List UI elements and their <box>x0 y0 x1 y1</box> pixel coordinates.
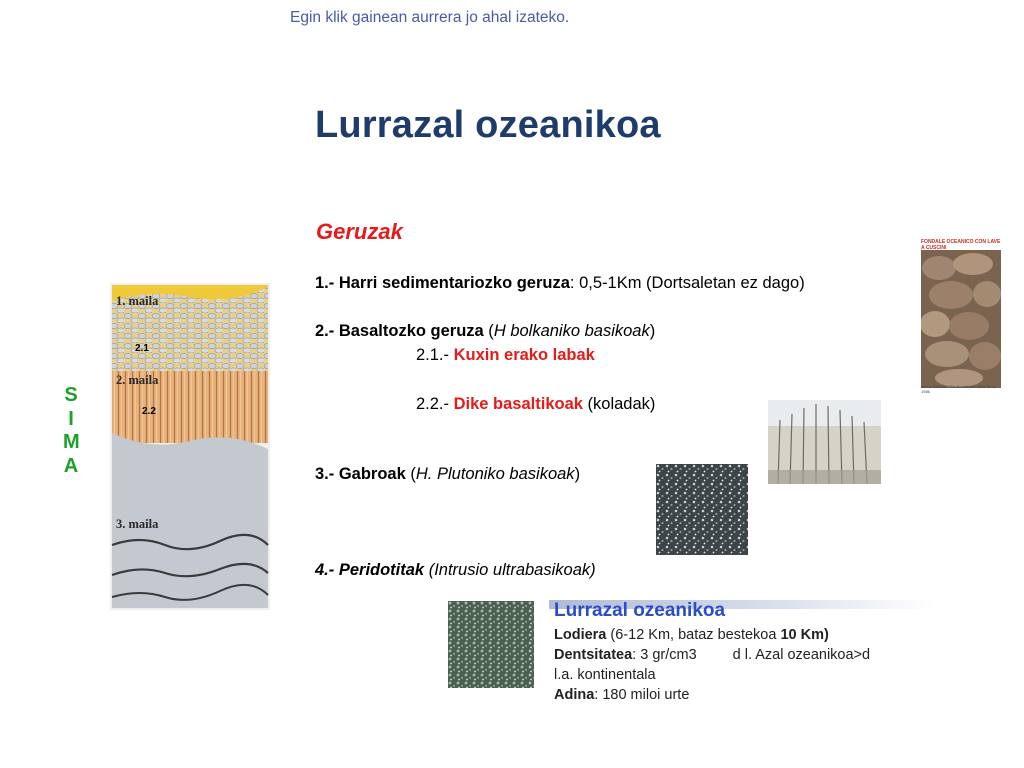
info-density <box>554 647 870 663</box>
info-thickness-average: 10 Km) <box>780 627 829 643</box>
layer-2-2-prefix: 2.2.- <box>416 395 454 413</box>
layer-1-title: 1.- Harri sedimentariozko geruza <box>315 274 570 292</box>
layer-4-desc: (Intrusio ultrabasikoak) <box>424 561 596 579</box>
layer-2-1-pillow <box>416 346 595 365</box>
layer-1-sedimentary <box>315 274 805 293</box>
layer-2-close-paren: ) <box>649 322 656 340</box>
info-thickness-label: Lodiera <box>554 627 607 643</box>
layer-2-1-prefix: 2.1.- <box>416 346 454 364</box>
layer-2-2-title: Dike basaltikoak <box>453 395 583 413</box>
layer-2-desc: H bolkaniko basikoak <box>493 322 650 340</box>
layer-1-desc: : 0,5-1Km (Dortsaletan ez dago) <box>569 274 805 292</box>
strata-label-1: 1. maila <box>116 294 159 308</box>
pillow-photo-caption: FONDALE OCEANICO CON LAVE A CUSCINI <box>921 239 1001 251</box>
layer-2-2-dikes <box>416 395 655 414</box>
layer-2-2-desc: (koladak) <box>582 395 656 413</box>
click-hint[interactable]: Egin klik gainean aurrera jo ahal izateko. <box>290 9 570 26</box>
slide-title: Lurrazal ozeanikoa <box>315 104 661 146</box>
info-thickness-value: (6-12 Km, bataz bestekoa <box>606 627 781 643</box>
layer-4-title: 4.- Peridotitak <box>315 561 425 579</box>
info-age <box>554 687 689 703</box>
sima-letter: A <box>63 454 79 477</box>
pillow-lava-photo <box>921 240 1001 394</box>
layer-2-1-title: Kuxin erako labak <box>453 346 595 364</box>
layer-3-gabbro <box>315 465 580 484</box>
pillow-photo-footer: da La Scienza - Ca dinosferica della Terra, 1986 <box>921 384 997 394</box>
layer-2-title: 2.- Basaltozko geruza <box>315 322 484 340</box>
info-density-comparison-cont: l.a. kontinentala <box>554 667 656 683</box>
layer-2-basalt <box>315 322 655 341</box>
layer-3-close-paren: ) <box>574 465 581 483</box>
strata-number-2-1: 2.1 <box>135 343 149 354</box>
info-density-value: : 3 gr/cm3 <box>632 647 697 663</box>
sima-letter: S <box>64 384 78 406</box>
info-box-title: Lurrazal ozeanikoa <box>554 600 726 621</box>
section-heading: Geruzak <box>316 219 403 244</box>
info-age-value: : 180 miloi urte <box>594 687 690 703</box>
layer-2-open-paren: ( <box>483 322 494 340</box>
peridotite-photo <box>448 601 534 688</box>
strata-label-3: 3. maila <box>116 517 159 531</box>
info-thickness <box>554 627 829 643</box>
columnar-basalt-photo <box>768 400 881 484</box>
sima-label <box>63 384 79 478</box>
info-density-comparison: d l. Azal ozeanikoa>d <box>732 647 871 663</box>
info-age-label: Adina <box>554 687 595 703</box>
layer-3-open-paren: ( <box>405 465 416 483</box>
oceanic-crust-strata-diagram <box>110 283 270 610</box>
info-box <box>549 600 934 710</box>
strata-label-2: 2. maila <box>116 373 159 387</box>
info-density-label: Dentsitatea <box>554 647 633 663</box>
strata-number-2-2: 2.2 <box>142 406 156 417</box>
layer-4-peridotite <box>315 561 596 580</box>
layer-3-title: 3.- Gabroak <box>315 465 406 483</box>
gabbro-photo <box>656 464 748 555</box>
layer-3-desc: H. Plutoniko basikoak <box>415 465 575 483</box>
sima-letter: M <box>63 431 80 453</box>
sima-letter: I <box>68 407 74 430</box>
